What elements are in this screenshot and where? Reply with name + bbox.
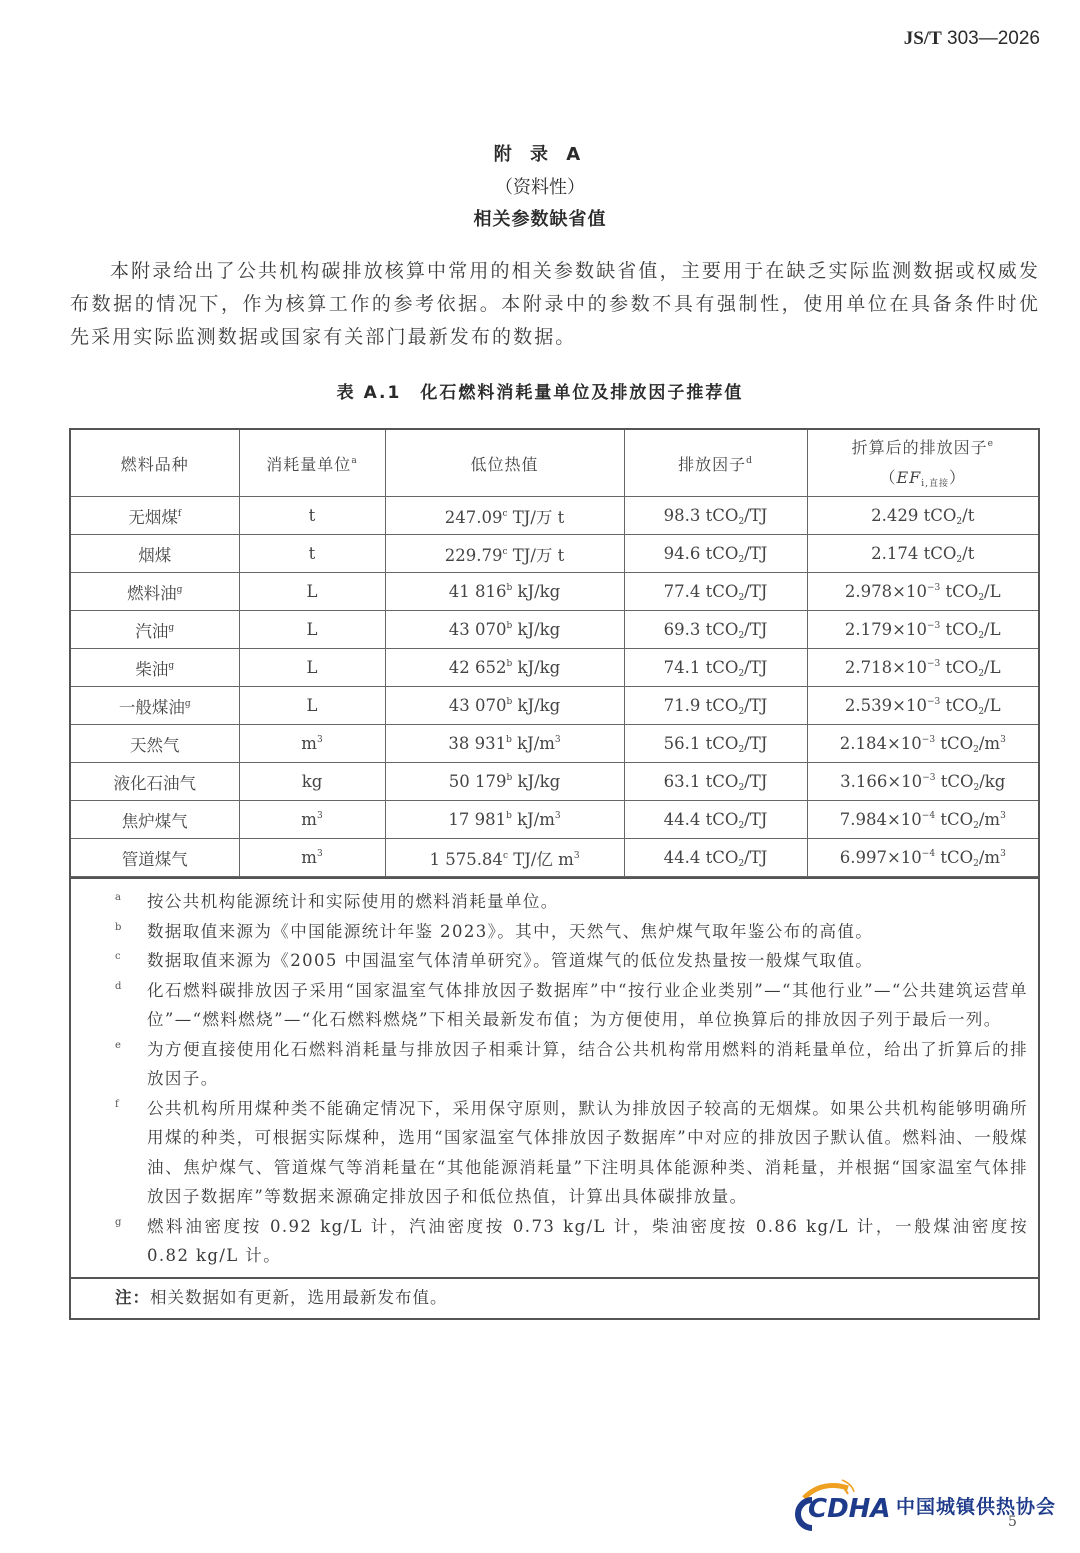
footnote-ref: b (506, 621, 513, 631)
footnote-mark: b (115, 921, 123, 933)
cell-unit: L (239, 611, 385, 649)
fuel-factor-table (69, 428, 1040, 1320)
cell-unit: L (239, 687, 385, 725)
footnote-text: 为方便直接使用化石燃料消耗量与排放因子相乘计算，结合公共机构常用燃料的消耗量单位，给出了折算后的排放因子。 (147, 1039, 1028, 1088)
footnote-ref: g (176, 584, 183, 595)
cell-ef: 94.6 tCO$_2$/TJ (624, 535, 807, 573)
cell-ef-converted: $2.718\times 10^{-3}$ tCO$_2$/L (807, 649, 1038, 687)
table-row (71, 649, 1038, 687)
footnote-ref: b (506, 735, 512, 745)
cell-ef-converted: 2.174 tCO$_2$/t (807, 535, 1038, 573)
table-header-row (71, 430, 1038, 497)
cell-ef-converted: $3.166\times 10^{-3}$ tCO$_2$/kg (807, 763, 1038, 801)
standard-code (904, 28, 1040, 50)
cell-ncv: 43 070$^b$ kJ/kg (385, 611, 624, 649)
footnote-ref: b (506, 811, 512, 821)
ef-symbol: EF (896, 468, 922, 487)
cell-ncv: 1 575.84$^c$ TJ/亿 $m^3$ (385, 839, 624, 877)
cell-ef: 56.1 tCO$_2$/TJ (624, 725, 807, 763)
appendix-nature: （资料性） (495, 177, 585, 198)
cell-ef: 98.3 tCO$_2$/TJ (624, 497, 807, 535)
cell-unit: $m^3$ (239, 801, 385, 839)
cell-ncv: 38 931$^b$ $kJ/m^3$ (385, 725, 624, 763)
footnote-ref: g (184, 698, 191, 709)
cell-fuel: 一般煤油$^g$ (71, 687, 239, 725)
cell-ncv: 247.09$^c$ TJ/万 t (385, 497, 624, 535)
cdha-logo (786, 1478, 1066, 1534)
footnote-item (115, 946, 1038, 976)
footnote-ref: c (502, 546, 508, 557)
footnote-ref: b (506, 583, 513, 593)
standard-prefix: JS/T (903, 28, 942, 49)
cell-ncv: 17 981$^b$ $kJ/m^3$ (385, 801, 624, 839)
footnote-ref: g (168, 622, 175, 633)
footnote-item (115, 976, 1038, 1035)
cell-fuel: 汽油$^g$ (71, 611, 239, 649)
note-label: 注： (115, 1287, 150, 1307)
footnote-text: 数据取值来源为《2005 中国温室气体清单研究》。管道煤气的低位发热量按一般煤气取值。 (147, 951, 874, 970)
footnote-text: 燃料油密度按 0.92 kg/L 计，汽油密度按 0.73 kg/L 计，柴油密度按 0.86 kg/L 计，一般煤油密度按 0.82 kg/L 计。 (147, 1216, 1028, 1265)
cell-ncv: 41 816$^b$ kJ/kg (385, 573, 624, 611)
footnote-text: 化石燃料碳排放因子采用“国家温室气体排放因子数据库”中“按行业企业类别”—“其他行业”—“公共建筑运营单位”—“燃料燃烧”—“化石燃料燃烧”下相关最新发布值；为方便使用，单位换算后的排放因子列于最后一列。 (147, 980, 1028, 1029)
cell-ef: 71.9 tCO$_2$/TJ (624, 687, 807, 725)
cell-unit: $m^3$ (239, 839, 385, 877)
cell-ef: 77.4 tCO$_2$/TJ (624, 573, 807, 611)
cell-ef: 63.1 tCO$_2$/TJ (624, 763, 807, 801)
table-row (71, 687, 1038, 725)
table-caption: 表 A.1 化石燃料消耗量单位及排放因子推荐值 (336, 383, 744, 403)
cell-ncv: 50 179$^b$ kJ/kg (385, 763, 624, 801)
footnote-ref: d (746, 455, 753, 466)
footnote-ref: c (502, 850, 508, 861)
footnote-mark: e (115, 1039, 123, 1051)
intro-paragraph (70, 255, 1040, 354)
cell-ef-converted: $6.997\times 10^{-4}$ $tCO_2/m^3$ (807, 839, 1038, 877)
table-row (71, 801, 1038, 839)
footnote-text: 按公共机构能源统计和实际使用的燃料消耗量单位。 (147, 892, 559, 911)
cell-fuel: 管道煤气 (71, 839, 239, 877)
table-row (71, 497, 1038, 535)
cell-fuel: 燃料油$^g$ (71, 573, 239, 611)
cell-ncv: 42 652$^b$ kJ/kg (385, 649, 624, 687)
intro-text: 本附录给出了公共机构碳排放核算中常用的相关参数缺省值，主要用于在缺乏实际监测数据或权威发布数据的情况下，作为核算工作的参考依据。本附录中的参数不具有强制性，使用单位在具备条件时优先采用实际监测数据或国家有关部门最新发布的数据。 (70, 260, 1040, 348)
header-ncv: 低位热值 (385, 430, 624, 497)
cell-fuel: 焦炉煤气 (71, 801, 239, 839)
footnote-ref: b (506, 659, 513, 669)
footnote-mark: c (115, 951, 123, 962)
footnote-mark: g (115, 1216, 123, 1228)
header-ef: 排放因子$^d$ (624, 430, 807, 497)
cell-ef: 44.4 tCO$_2$/TJ (624, 801, 807, 839)
cell-ncv: 43 070$^b$ kJ/kg (385, 687, 624, 725)
standard-number: 303—2026 (947, 28, 1040, 49)
header-fuel: 燃料品种 (71, 430, 239, 497)
cell-unit: $m^3$ (239, 725, 385, 763)
cell-ef: 44.4 tCO$_2$/TJ (624, 839, 807, 877)
cell-unit: L (239, 573, 385, 611)
footnote-ref: c (502, 508, 508, 519)
header-ef-converted: 折算后的排放因子$^e$ $(EF_{i,直接})$ (807, 430, 1038, 497)
cell-ef: 74.1 tCO$_2$/TJ (624, 649, 807, 687)
table-row (71, 535, 1038, 573)
cell-fuel: 液化石油气 (71, 763, 239, 801)
cell-fuel: 无烟煤$^f$ (71, 497, 239, 535)
appendix-title: 附 录 A (493, 144, 587, 165)
footnote-text: 公共机构所用煤种类不能确定情况下，采用保守原则，默认为排放因子较高的无烟煤。如果公共机构能够明确所用煤的种类，可根据实际煤种，选用“国家温室气体排放因子数据库”中对应的排放因子默认值。燃料油、一般煤油、焦炉煤气、管道煤气等消耗量在“其他能源消耗量”下注明具体能源种类、消耗量，并根据“国家温室气体排放因子数据库”等数据来源确定排放因子和低位热值，计算出具体碳排放量。 (147, 1098, 1028, 1206)
cell-fuel: 柴油$^g$ (71, 649, 239, 687)
footnote-mark: d (115, 980, 123, 992)
footnote-ref: f (177, 508, 182, 519)
cell-ef-converted: $2.978\times 10^{-3}$ tCO$_2$/L (807, 573, 1038, 611)
table-row (71, 573, 1038, 611)
cell-ef-converted: $2.179\times 10^{-3}$ tCO$_2$/L (807, 611, 1038, 649)
footnote-ref: e (987, 439, 994, 449)
note-text: 相关数据如有更新，选用最新发布值。 (150, 1287, 448, 1307)
footnote-text: 数据取值来源为《中国能源统计年鉴 2023》。其中，天然气、焦炉煤气取年鉴公布的高值。 (147, 921, 874, 941)
appendix-subtitle: 相关参数缺省值 (473, 209, 607, 230)
footnote-mark: f (115, 1098, 121, 1110)
cell-ef: 69.3 tCO$_2$/TJ (624, 611, 807, 649)
cell-ef-converted: $2.184\times 10^{-3}$ $tCO_2/m^3$ (807, 725, 1038, 763)
logo-org-name: 中国城镇供热协会 (896, 1496, 1057, 1518)
ef-subscript: i,直接 (921, 479, 950, 489)
footnote-item (115, 917, 1038, 947)
footnote-ref: b (506, 697, 513, 707)
footnote-mark: a (115, 892, 123, 903)
table-row (71, 611, 1038, 649)
cell-unit: t (239, 497, 385, 535)
cell-fuel: 烟煤 (71, 535, 239, 573)
cell-ncv: 229.79$^c$ TJ/万 t (385, 535, 624, 573)
cell-unit: L (239, 649, 385, 687)
cell-fuel: 天然气 (71, 725, 239, 763)
cell-unit: t (239, 535, 385, 573)
footnote-ref: b (506, 773, 513, 783)
cell-unit: kg (239, 763, 385, 801)
header-unit: 消耗量单位$^a$ (239, 430, 385, 497)
footnotes (71, 877, 1038, 1277)
cell-ef-converted: 2.429 tCO$_2$/t (807, 497, 1038, 535)
footnote-ref: g (168, 660, 175, 671)
footnote-ref: a (351, 455, 358, 466)
table-row (71, 725, 1038, 763)
table-row (71, 839, 1038, 877)
footnote-item (115, 1035, 1038, 1094)
logo-mark-text: CDHA (808, 1494, 891, 1524)
table-note (71, 1277, 1038, 1318)
cell-ef-converted: $7.984\times 10^{-4}$ $tCO_2/m^3$ (807, 801, 1038, 839)
page-number: 5 (1008, 1514, 1017, 1530)
footnote-item (115, 1212, 1038, 1271)
footnote-item (115, 1094, 1038, 1212)
footnote-item (115, 887, 1038, 917)
table-row (71, 763, 1038, 801)
cell-ef-converted: $2.539\times 10^{-3}$ tCO$_2$/L (807, 687, 1038, 725)
